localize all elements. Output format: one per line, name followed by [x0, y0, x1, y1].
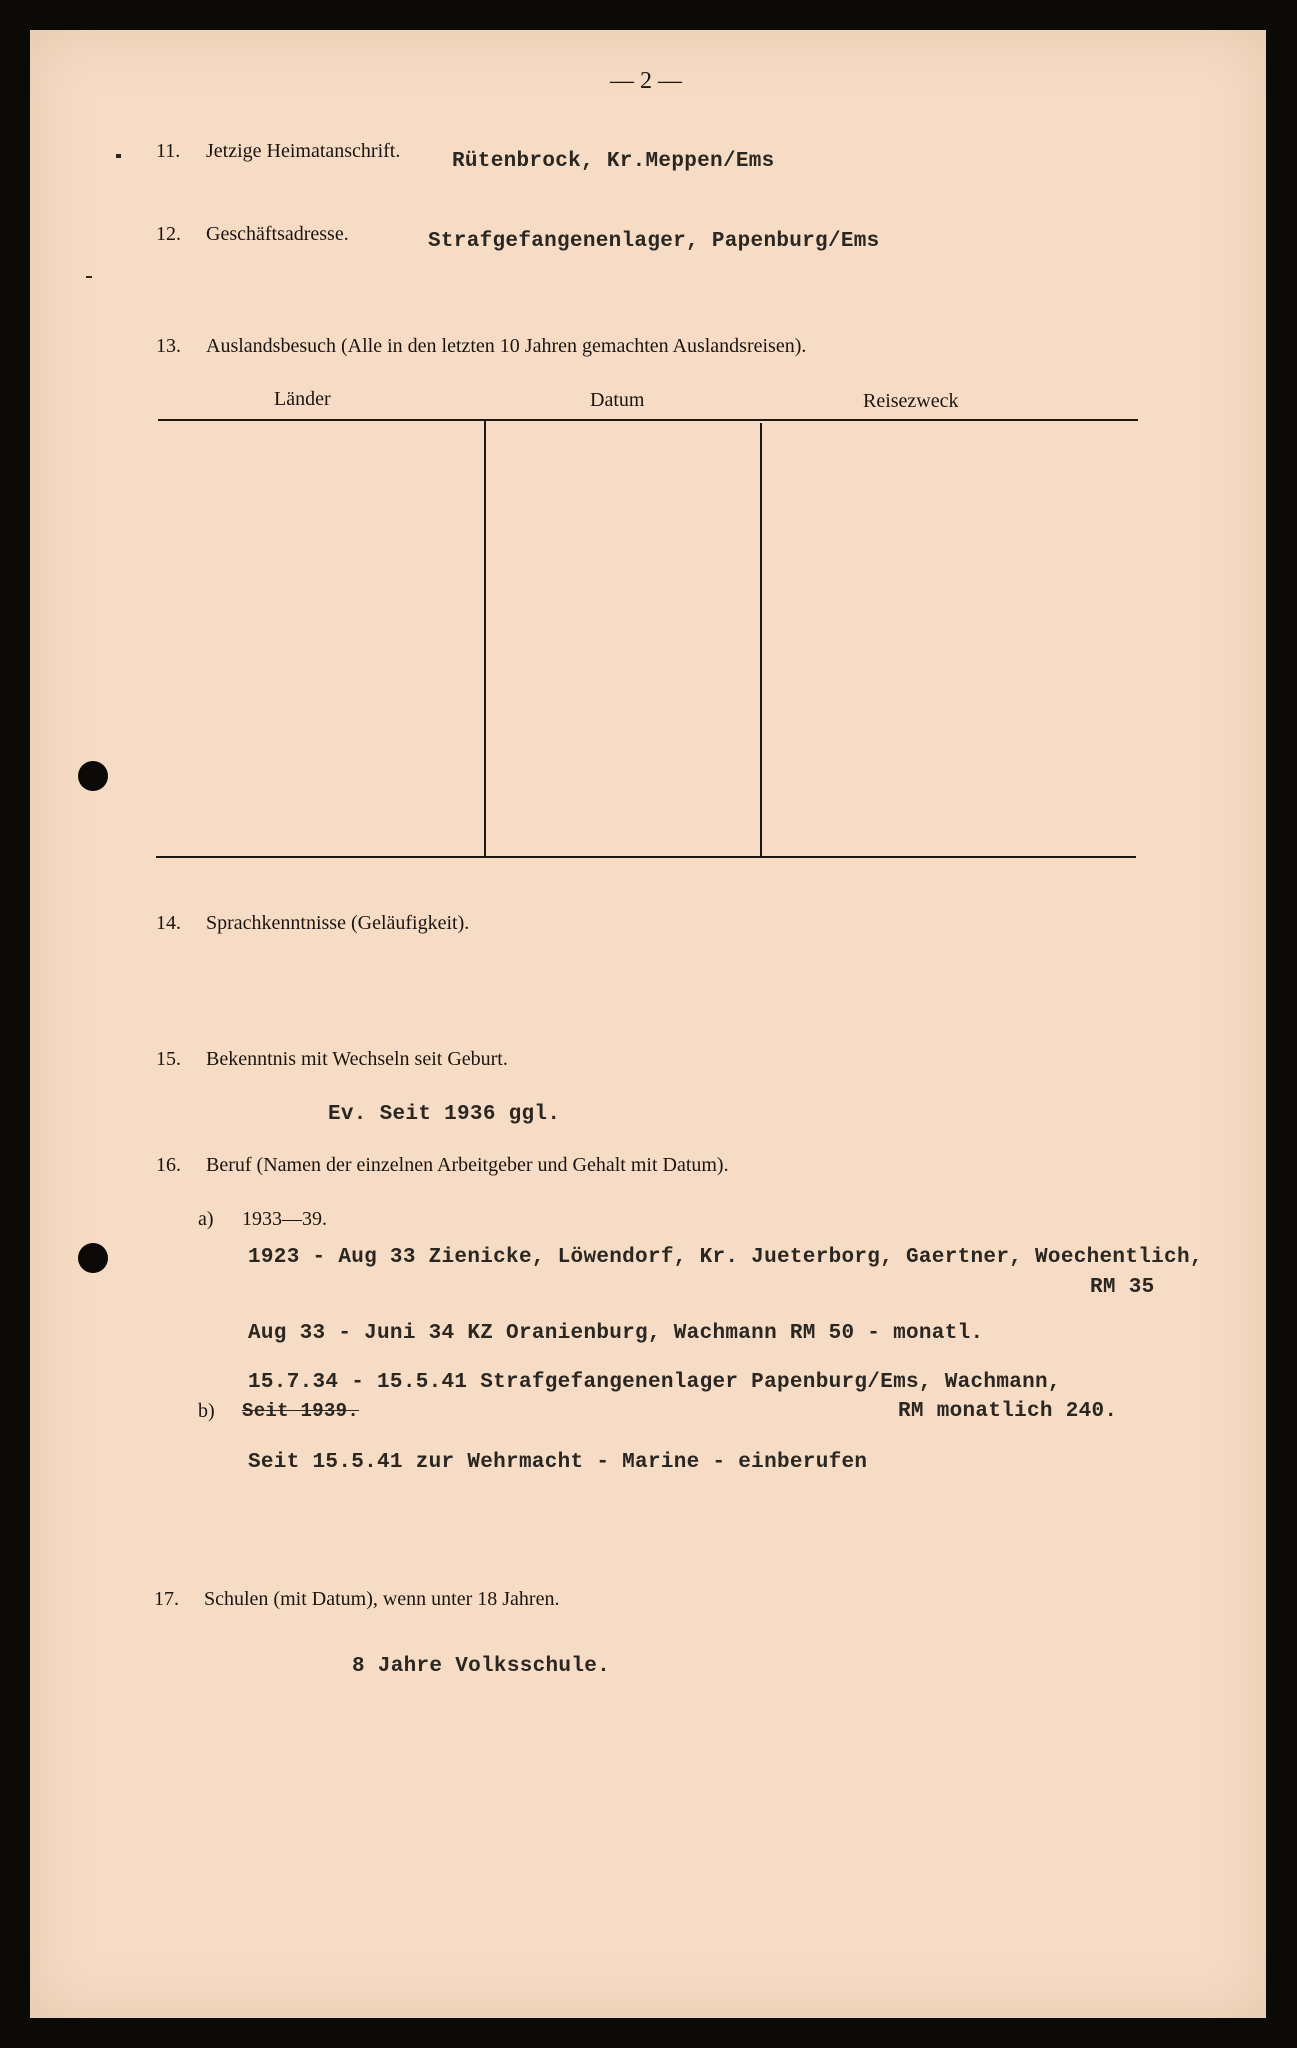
table-divider-1: [484, 421, 486, 857]
column-header-reisezweck: Reisezweck: [863, 390, 959, 412]
table-top-rule: [158, 419, 1138, 421]
document-page: [30, 30, 1266, 2018]
table-divider-2: [760, 423, 762, 857]
page-number: — 2 —: [610, 68, 682, 94]
employment-entry-3: 15.7.34 - 15.5.41 Strafgefangenenlager Papenburg/Ems, Wachmann,: [248, 1371, 1061, 1394]
item-16b-printed-struck: Seit 1939.: [242, 1400, 360, 1422]
item-17-number: 17.: [154, 1588, 179, 1610]
item-11-label: Jetzige Heimatanschrift.: [206, 140, 401, 162]
item-15-number: 15.: [156, 1048, 181, 1070]
item-12-number: 12.: [156, 223, 181, 245]
item-16-number: 16.: [156, 1154, 181, 1176]
punch-hole: [78, 761, 108, 791]
employment-entry-1-salary: RM 35: [1090, 1276, 1155, 1299]
item-17-value: 8 Jahre Volksschule.: [352, 1655, 611, 1678]
table-bottom-rule: [156, 856, 1136, 858]
employment-entry-2: Aug 33 - Juni 34 KZ Oranienburg, Wachmann RM 50 - monatl.: [248, 1322, 984, 1345]
employment-entry-4: Seit 15.5.41 zur Wehrmacht - Marine - einberufen: [248, 1451, 868, 1474]
item-11-number: 11.: [156, 140, 181, 162]
item-15-label: Bekenntnis mit Wechseln seit Geburt.: [206, 1048, 508, 1070]
item-14-number: 14.: [156, 912, 181, 934]
item-16a-printed: 1933—39.: [242, 1208, 327, 1230]
item-16b-label: b): [198, 1400, 215, 1422]
item-12-label: Geschäftsadresse.: [206, 223, 349, 245]
item-15-value: Ev. Seit 1936 ggl.: [328, 1103, 561, 1126]
column-header-datum: Datum: [590, 389, 645, 411]
item-14-label: Sprachkenntnisse (Geläufigkeit).: [206, 912, 470, 934]
item-17-label: Schulen (mit Datum), wenn unter 18 Jahren.: [204, 1588, 560, 1610]
item-11-value: Rütenbrock, Kr.Meppen/Ems: [452, 150, 775, 173]
employment-entry-3-salary: RM monatlich 240.: [898, 1400, 1118, 1423]
item-13-label: Auslandsbesuch (Alle in den letzten 10 Jahren gemachten Auslandsreisen).: [206, 335, 807, 357]
punch-hole: [78, 1243, 108, 1273]
margin-mark: [86, 276, 92, 278]
item-16-label: Beruf (Namen der einzelnen Arbeitgeber und Gehalt mit Datum).: [206, 1154, 729, 1176]
item-13-number: 13.: [156, 335, 181, 357]
item-12-value: Strafgefangenenlager, Papenburg/Ems: [428, 230, 880, 253]
margin-mark: [116, 154, 121, 158]
item-16a-label: a): [198, 1208, 214, 1230]
employment-entry-1: 1923 - Aug 33 Zienicke, Löwendorf, Kr. Jueterborg, Gaertner, Woechentlich,: [248, 1246, 1203, 1269]
column-header-laender: Länder: [274, 388, 331, 410]
